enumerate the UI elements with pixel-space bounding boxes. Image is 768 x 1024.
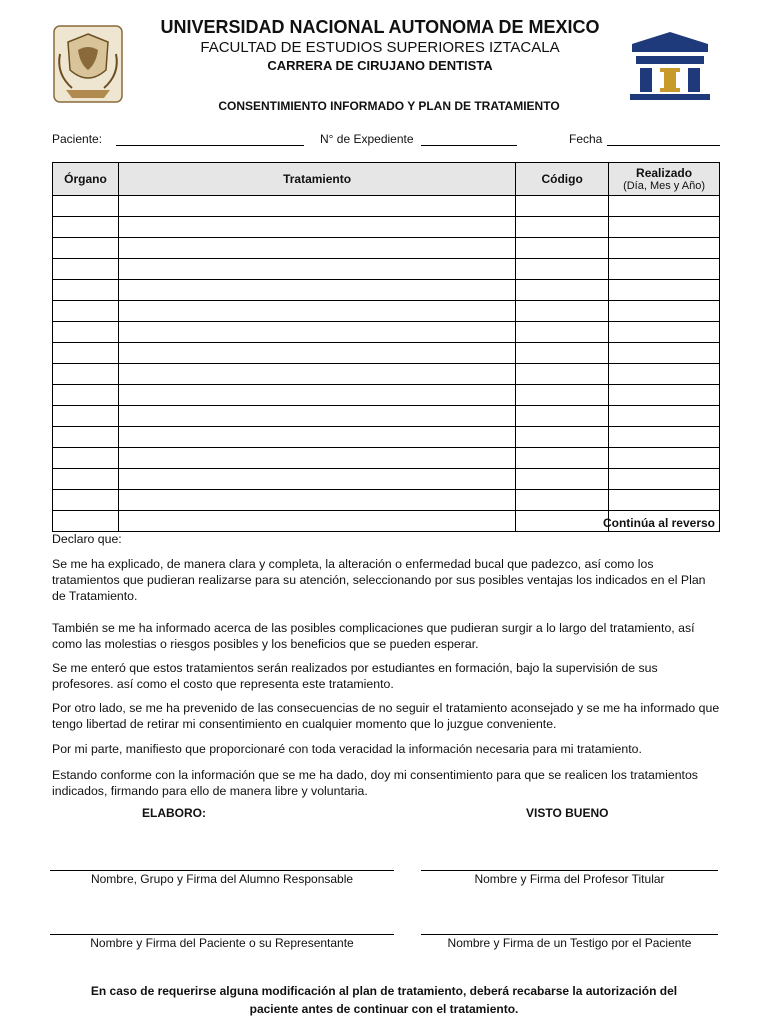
table-cell[interactable] <box>118 217 515 238</box>
table-cell[interactable] <box>118 490 515 511</box>
table-row <box>53 238 720 259</box>
table-cell[interactable] <box>118 364 515 385</box>
declaration-paragraph-1: Se me ha explicado, de manera clara y completa, la alteración o enfermedad bucal que padezco, así como los tratamientos que pudieran realizarse para su atención, seleccionando por sus posibles ventajas los indicados en el Plan de Tratamiento. <box>52 557 706 603</box>
table-cell[interactable] <box>516 301 609 322</box>
table-row <box>53 301 720 322</box>
table-header-row <box>53 163 720 196</box>
table-cell[interactable] <box>609 385 720 406</box>
table-cell[interactable] <box>516 322 609 343</box>
professor-signature-line[interactable] <box>421 870 718 871</box>
table-cell[interactable] <box>118 406 515 427</box>
declaration-paragraph-6: Estando conforme con la información que se me ha dado, doy mi consentimiento para que se realicen los tratamientos indicados, firmando para ello de manera libre y voluntaria. <box>52 768 698 798</box>
continue-note: Continúa al reverso <box>602 516 715 530</box>
table-cell[interactable] <box>609 301 720 322</box>
code-header: Código <box>516 163 609 196</box>
table-row <box>53 385 720 406</box>
table-cell[interactable] <box>609 238 720 259</box>
declaration-intro: Declaro que: <box>52 532 122 546</box>
table-cell[interactable] <box>53 301 119 322</box>
table-cell[interactable] <box>118 259 515 280</box>
record-number-label: N° de Expediente <box>320 132 414 146</box>
table-cell[interactable] <box>609 490 720 511</box>
table-cell[interactable] <box>609 364 720 385</box>
table-cell[interactable] <box>118 238 515 259</box>
table-cell[interactable] <box>609 259 720 280</box>
table-row <box>53 427 720 448</box>
table-body <box>53 196 720 532</box>
table-cell[interactable] <box>118 448 515 469</box>
table-cell[interactable] <box>118 196 515 217</box>
table-cell[interactable] <box>609 406 720 427</box>
patient-signature-line[interactable] <box>50 934 394 935</box>
faculty-name: FACULTAD DE ESTUDIOS SUPERIORES IZTACALA <box>200 39 560 56</box>
table-cell[interactable] <box>516 259 609 280</box>
table-cell[interactable] <box>516 238 609 259</box>
table-cell[interactable] <box>53 406 119 427</box>
table-cell[interactable] <box>516 385 609 406</box>
declaration-paragraph-3: Se me enteró que estos tratamientos serán realizados por estudiantes en formación, bajo la supervisión de sus profesores. así como el costo que representa este tratamiento. <box>52 661 658 691</box>
table-cell[interactable] <box>516 406 609 427</box>
treatment-header: Tratamiento <box>118 163 515 196</box>
table-cell[interactable] <box>53 511 119 532</box>
declaration-paragraph-2: También se me ha informado acerca de las posibles complicaciones que pudieran surgir a lo largo del tratamiento, así como las molestias o riesgos posibles y los beneficios que se pueden esperar. <box>52 621 695 651</box>
witness-signature-caption: Nombre y Firma de un Testigo por el Paciente <box>447 936 692 950</box>
table-row <box>53 259 720 280</box>
table-cell[interactable] <box>609 427 720 448</box>
patient-label: Paciente: <box>52 132 103 146</box>
table-cell[interactable] <box>609 280 720 301</box>
table-cell[interactable] <box>609 448 720 469</box>
table-cell[interactable] <box>516 217 609 238</box>
table-row <box>53 280 720 301</box>
table-row <box>53 448 720 469</box>
footer-note-line-2: paciente antes de continuar con el tratamiento. <box>249 1002 519 1016</box>
student-signature-line[interactable] <box>50 870 394 871</box>
table-cell[interactable] <box>516 280 609 301</box>
table-cell[interactable] <box>516 343 609 364</box>
table-cell[interactable] <box>516 448 609 469</box>
table-cell[interactable] <box>53 217 119 238</box>
declaration-paragraph-4: Por otro lado, se me ha prevenido de las consecuencias de no seguir el tratamiento aconsejado y se me ha informado que tengo libertad de retirar mi consentimiento en cualquier momento que lo juzgue conveniente. <box>52 701 720 731</box>
table-cell[interactable] <box>118 322 515 343</box>
table-cell[interactable] <box>53 385 119 406</box>
date-field[interactable] <box>607 145 720 146</box>
table-cell[interactable] <box>516 490 609 511</box>
table-cell[interactable] <box>609 322 720 343</box>
table-cell[interactable] <box>118 427 515 448</box>
table-cell[interactable] <box>118 385 515 406</box>
form-title: CONSENTIMIENTO INFORMADO Y PLAN DE TRATAMIENTO <box>218 99 560 113</box>
table-cell[interactable] <box>53 238 119 259</box>
done-header-label: Realizado <box>636 166 693 180</box>
table-cell[interactable] <box>118 301 515 322</box>
table-cell[interactable] <box>53 259 119 280</box>
table-cell[interactable] <box>53 343 119 364</box>
table-row <box>53 490 720 511</box>
table-cell[interactable] <box>516 364 609 385</box>
table-cell[interactable] <box>53 490 119 511</box>
table-row <box>53 406 720 427</box>
witness-signature-line[interactable] <box>421 934 718 935</box>
career-name: CARRERA DE CIRUJANO DENTISTA <box>267 58 493 73</box>
organ-header: Órgano <box>53 163 119 196</box>
table-cell[interactable] <box>118 511 515 532</box>
done-header-sublabel: (Día, Mes y Año) <box>623 180 705 192</box>
table-row <box>53 322 720 343</box>
table-cell[interactable] <box>516 196 609 217</box>
table-row <box>53 343 720 364</box>
table-cell[interactable] <box>609 469 720 490</box>
table-cell[interactable] <box>118 280 515 301</box>
table-cell[interactable] <box>516 469 609 490</box>
table-cell[interactable] <box>53 196 119 217</box>
visto-bueno-label: VISTO BUENO <box>526 806 609 820</box>
record-number-field[interactable] <box>421 145 517 146</box>
table-cell[interactable] <box>609 217 720 238</box>
table-cell[interactable] <box>53 280 119 301</box>
table-cell[interactable] <box>53 364 119 385</box>
patient-field[interactable] <box>116 145 304 146</box>
table-cell[interactable] <box>118 343 515 364</box>
declaration-paragraph-5: Por mi parte, manifiesto que proporcionaré con toda veracidad la información necesaria para mi tratamiento. <box>52 742 642 756</box>
table-row <box>53 364 720 385</box>
elaboro-label: ELABORO: <box>142 806 206 820</box>
footer-note-line-1: En caso de requerirse alguna modificación al plan de tratamiento, deberá recabarse la autorización del <box>90 984 678 998</box>
table-cell[interactable] <box>516 427 609 448</box>
professor-signature-caption: Nombre y Firma del Profesor Titular <box>474 872 665 886</box>
table-cell[interactable] <box>118 469 515 490</box>
date-label: Fecha <box>569 132 603 146</box>
treatment-plan-table <box>52 162 720 532</box>
table-cell[interactable] <box>53 322 119 343</box>
university-name: UNIVERSIDAD NACIONAL AUTONOMA DE MEXICO <box>160 17 600 37</box>
table-cell[interactable] <box>53 448 119 469</box>
table-cell[interactable] <box>609 196 720 217</box>
table-row <box>53 217 720 238</box>
table-cell[interactable] <box>53 427 119 448</box>
table-cell[interactable] <box>53 469 119 490</box>
table-cell[interactable] <box>609 343 720 364</box>
done-header <box>609 163 720 196</box>
student-signature-caption: Nombre, Grupo y Firma del Alumno Responsable <box>90 872 354 886</box>
table-row <box>53 469 720 490</box>
table-row <box>53 196 720 217</box>
patient-signature-caption: Nombre y Firma del Paciente o su Representante <box>90 936 354 950</box>
